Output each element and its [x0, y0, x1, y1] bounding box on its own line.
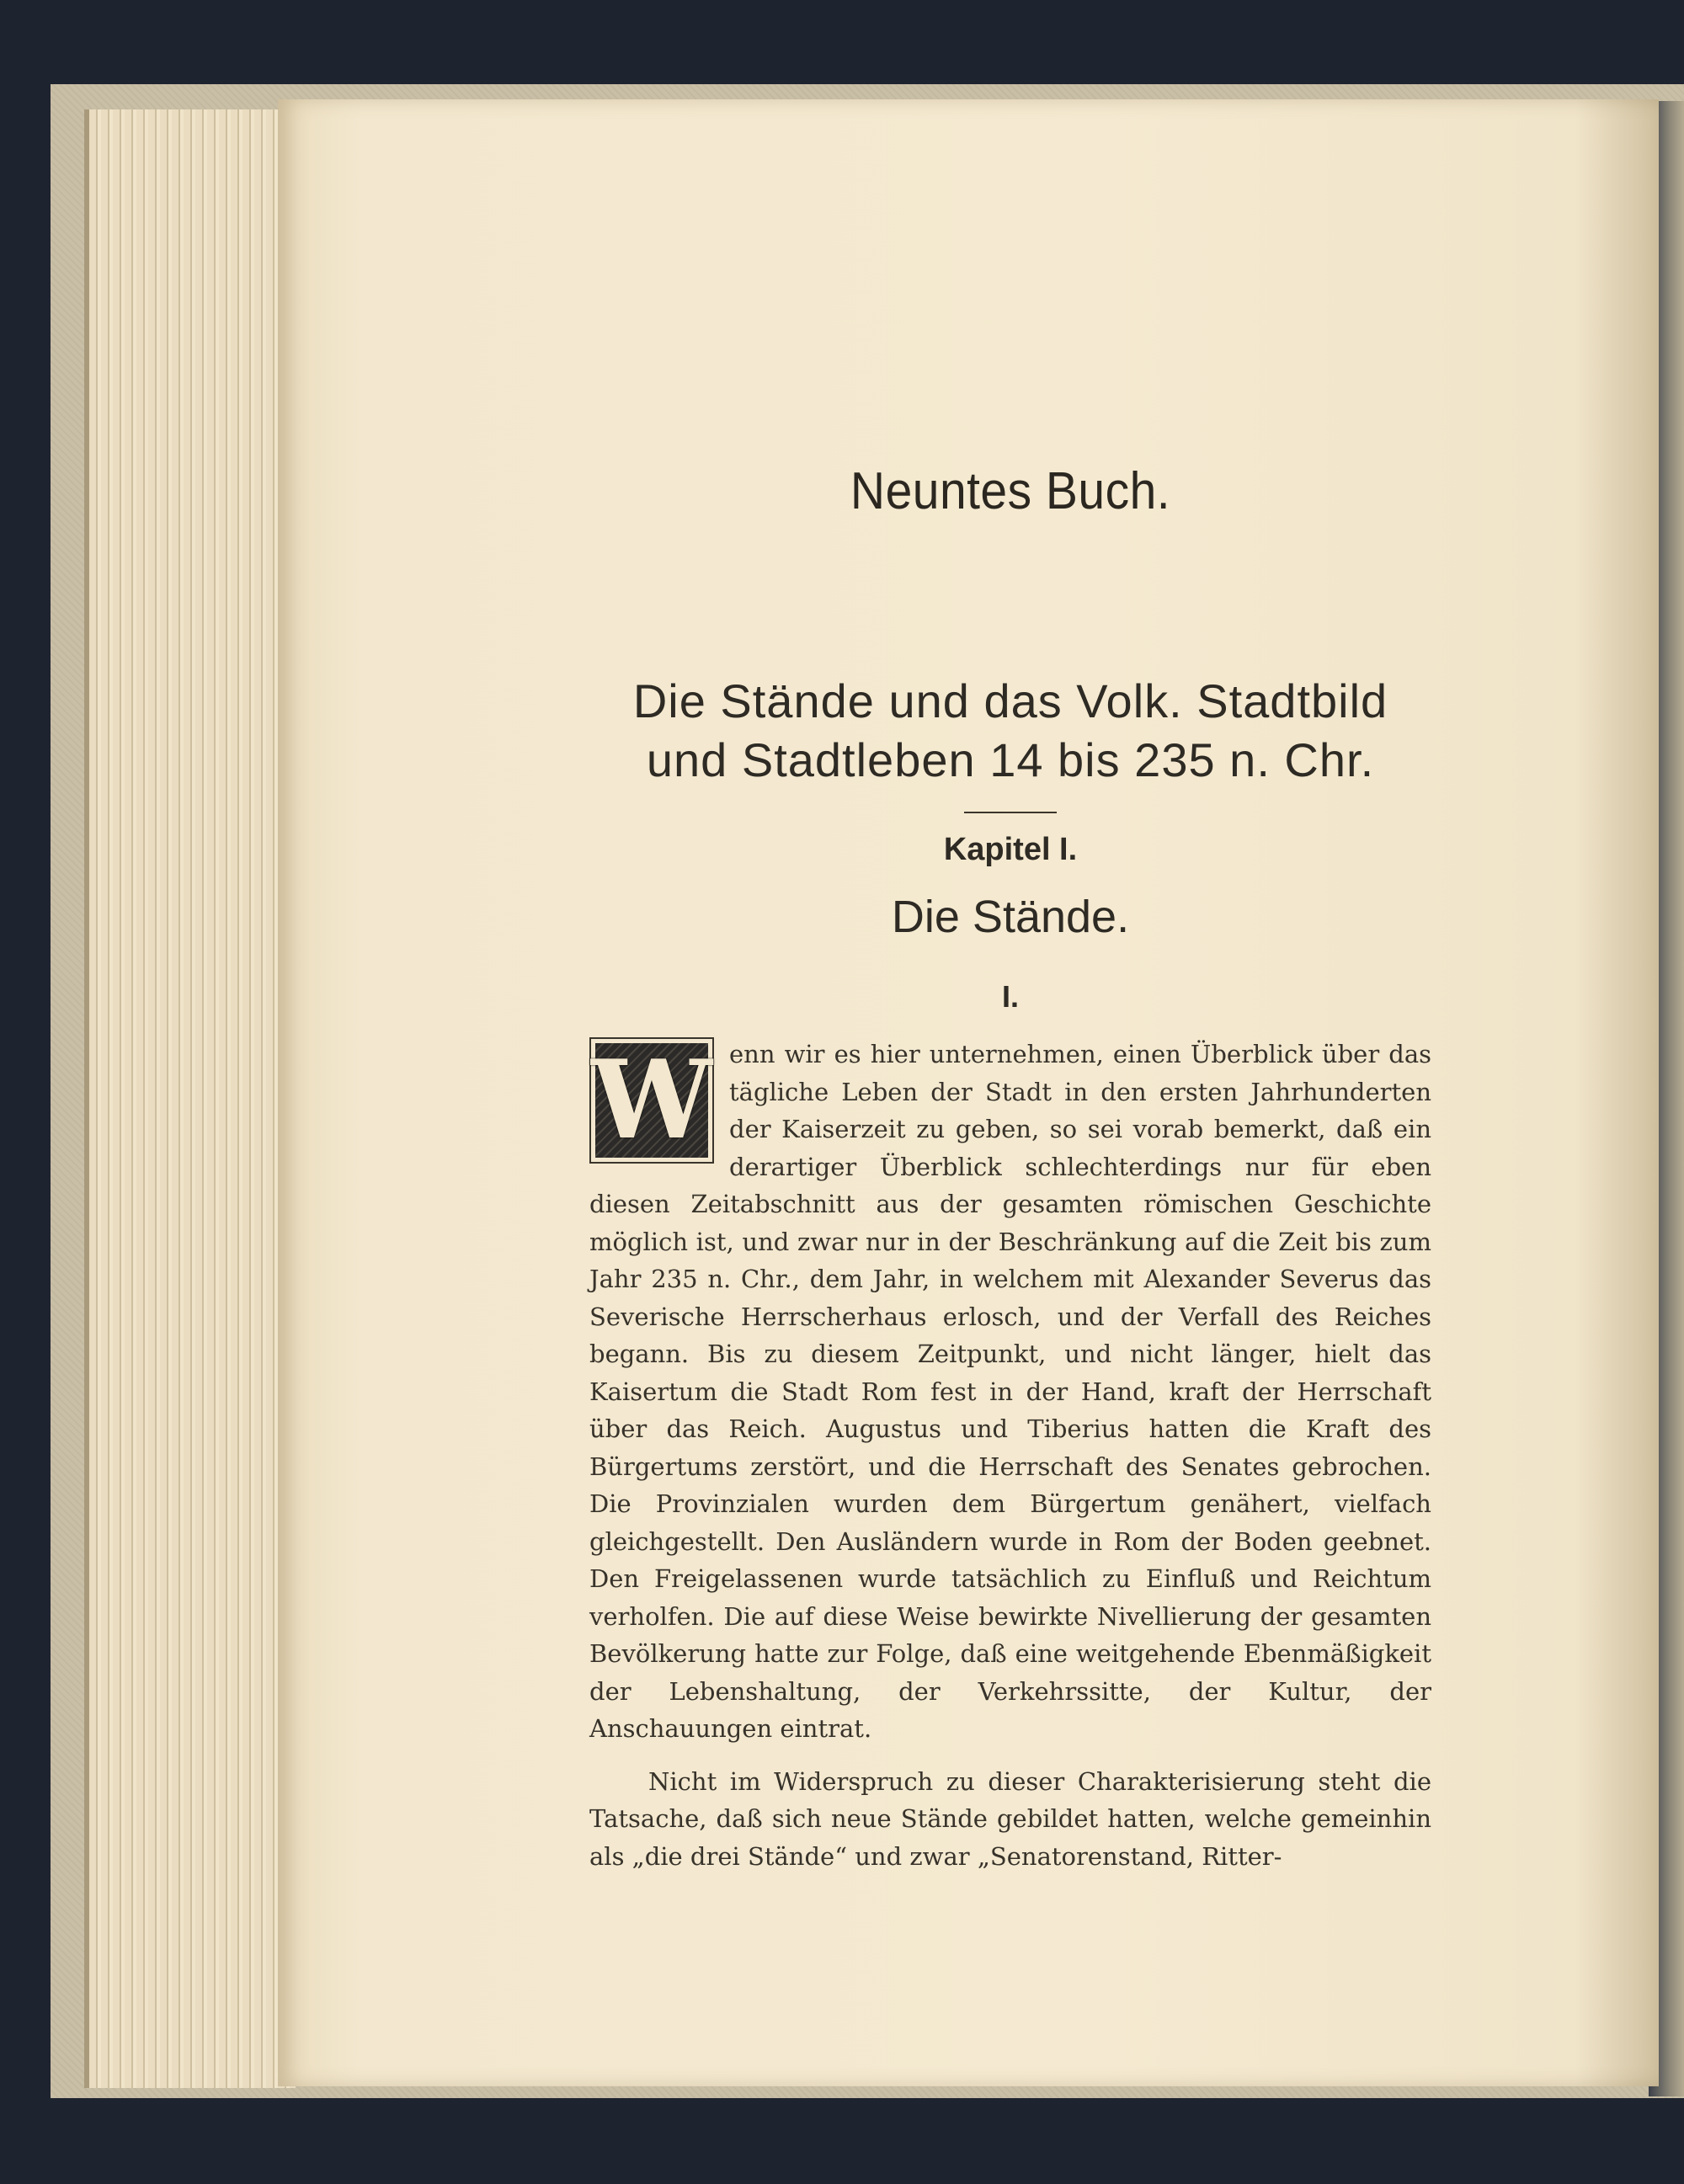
section-number: I.: [1001, 979, 1019, 1014]
chapter-label: Kapitel I.: [943, 832, 1078, 867]
book-page: [278, 99, 1659, 2086]
chapter-title: Die Stände.: [891, 892, 1130, 942]
paragraph-1-text: enn wir es hier unternehmen, einen Überblick über das tägliche Leben der Stadt in den ersten Jahrhunderten der Kaiserzeit zu geben, so sei vorab bemerkt, daß ein derartiger Überblick schlechterdings nur für eben diesen Zeitabschnitt aus der gesamten römischen Geschichte möglich ist, und zwar nur in der Beschränkung auf die Zeit bis zum Jahr 235 n. Chr., dem Jahr, in welchem mit Alexander Severus das Severische Herrscherhaus erlosch, und der Verfall des Reiches begann. Bis zu diesem Zeitpunkt, und nicht länger, hielt das Kaisertum die Stadt Rom fest in der Hand, kraft der Herrschaft über das Reich. Augustus und Tiberius hatten die Kraft des Bürgertums zerstört, und die Herrschaft des Senates gebrochen. Die Provinzialen wurden dem Bürgertum genähert, vielfach gleichgestellt. Den Ausländern wurde in Rom der Boden geebnet. Den Freigelassenen wurde tatsächlich zu Einfluß und Reichtum verholfen. Die auf diese Weise bewirkte Nivellierung der gesamten Bevölkerung hatte zur Folge, daß eine weitgehende Ebenmäßigkeit der Lebenshaltung, der Verkehrssitte, der Kultur, der Anschauungen eintrat.: [589, 1040, 1431, 1743]
initial-letter: W: [591, 1037, 712, 1164]
book-subtitle-line-2: und Stadtleben 14 bis 235 n. Chr.: [646, 733, 1375, 786]
book-subtitle-line-1: Die Stände und das Volk. Stadtbild: [632, 674, 1388, 727]
page-block-edges: [84, 109, 296, 2088]
paragraph-2: Nicht im Widerspruch zu dieser Charakterisierung steht die Tatsache, daß sich neue Stände gebildet hatten, welche gemeinhin als „die drei Stände“ und zwar „Senatorenstand, Ritter-: [589, 1766, 1431, 1871]
divider-rule: [964, 812, 1057, 813]
initial-ornament: [591, 1037, 712, 1164]
body-text: [589, 1036, 1431, 1875]
paragraph-1: [589, 1036, 1431, 1748]
book-title: Neuntes Buch.: [850, 462, 1171, 520]
book-subtitle: [589, 672, 1431, 790]
decorated-initial: [589, 1037, 714, 1164]
